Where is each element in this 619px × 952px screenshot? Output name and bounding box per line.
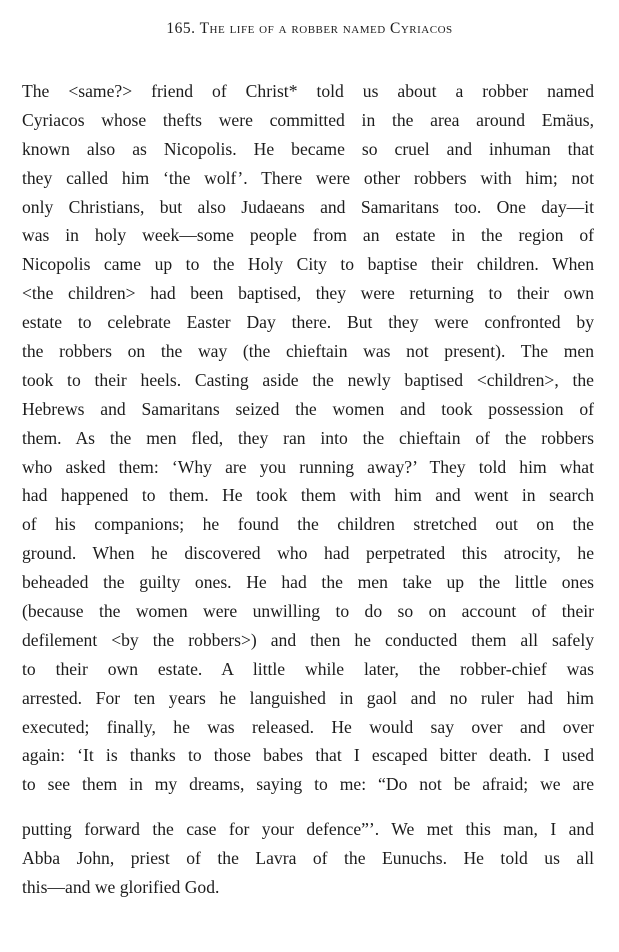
text-line: was in holy week—some people from an estate in the region of <box>22 225 594 246</box>
paragraph-main <box>22 77 594 799</box>
text-line: ground. When he discovered who had perpetrated this atrocity, he <box>22 543 594 564</box>
text-line: had happened to them. He took them with him and went in search <box>22 485 594 506</box>
text-line: beheaded the guilty ones. He had the men take up the little ones <box>22 572 594 593</box>
text-line: who asked them: ‘Why are you running away?’ They told him what <box>22 456 594 477</box>
text-line: Nicopolis came up to the Holy City to baptise their children. When <box>22 254 594 275</box>
text-line: known also as Nicopolis. He became so cruel and inhuman that <box>22 138 594 159</box>
text-line: putting forward the case for your defence”’. We met this man, I and <box>22 819 594 839</box>
text-line: defilement <by the robbers>) and then he conducted them all safely <box>22 629 594 650</box>
text-line: to their own estate. A little while later, the robber-chief was <box>22 658 594 679</box>
text-line: The <same?> friend of Christ* told us about a robber named <box>22 81 594 101</box>
text-line: Cyriacos whose thefts were committed in the area around Emäus, <box>22 109 594 130</box>
text-line: to see them in my dreams, saying to me: “Do not be afraid; we are <box>22 774 594 795</box>
text-line: <the children> had been baptised, they were returning to their own <box>22 283 594 304</box>
text-line: them. As the men fled, they ran into the chieftain of the robbers <box>22 427 594 448</box>
text-line: of his companions; he found the children stretched out on the <box>22 514 594 535</box>
text-line: this—and we glorified God. <box>22 876 220 897</box>
text-line: again: ‘It is thanks to those babes that I escaped bitter death. I used <box>22 745 594 766</box>
text-line: (because the women were unwilling to do so on account of their <box>22 601 594 622</box>
text-line: took to their heels. Casting aside the newly baptised <children>, the <box>22 369 594 390</box>
text-line: only Christians, but also Judaeans and Samaritans too. One day—it <box>22 196 594 217</box>
text-line: estate to celebrate Easter Day there. But they were confronted by <box>22 312 594 333</box>
text-line: Abba John, priest of the Lavra of the Eunuchs. He told us all <box>22 847 594 868</box>
paragraph-continuation <box>22 815 594 902</box>
text-line: Hebrews and Samaritans seized the women and took possession of <box>22 398 594 419</box>
text-line: the robbers on the way (the chieftain was not present). The men <box>22 341 594 362</box>
text-line: executed; finally, he was released. He would say over and over <box>22 716 594 737</box>
text-line: they called him ‘the wolf’. There were other robbers with him; not <box>22 167 594 188</box>
chapter-heading: 165. The life of a robber named Cyriacos <box>166 20 453 37</box>
text-line: arrested. For ten years he languished in gaol and no ruler had him <box>22 687 594 708</box>
